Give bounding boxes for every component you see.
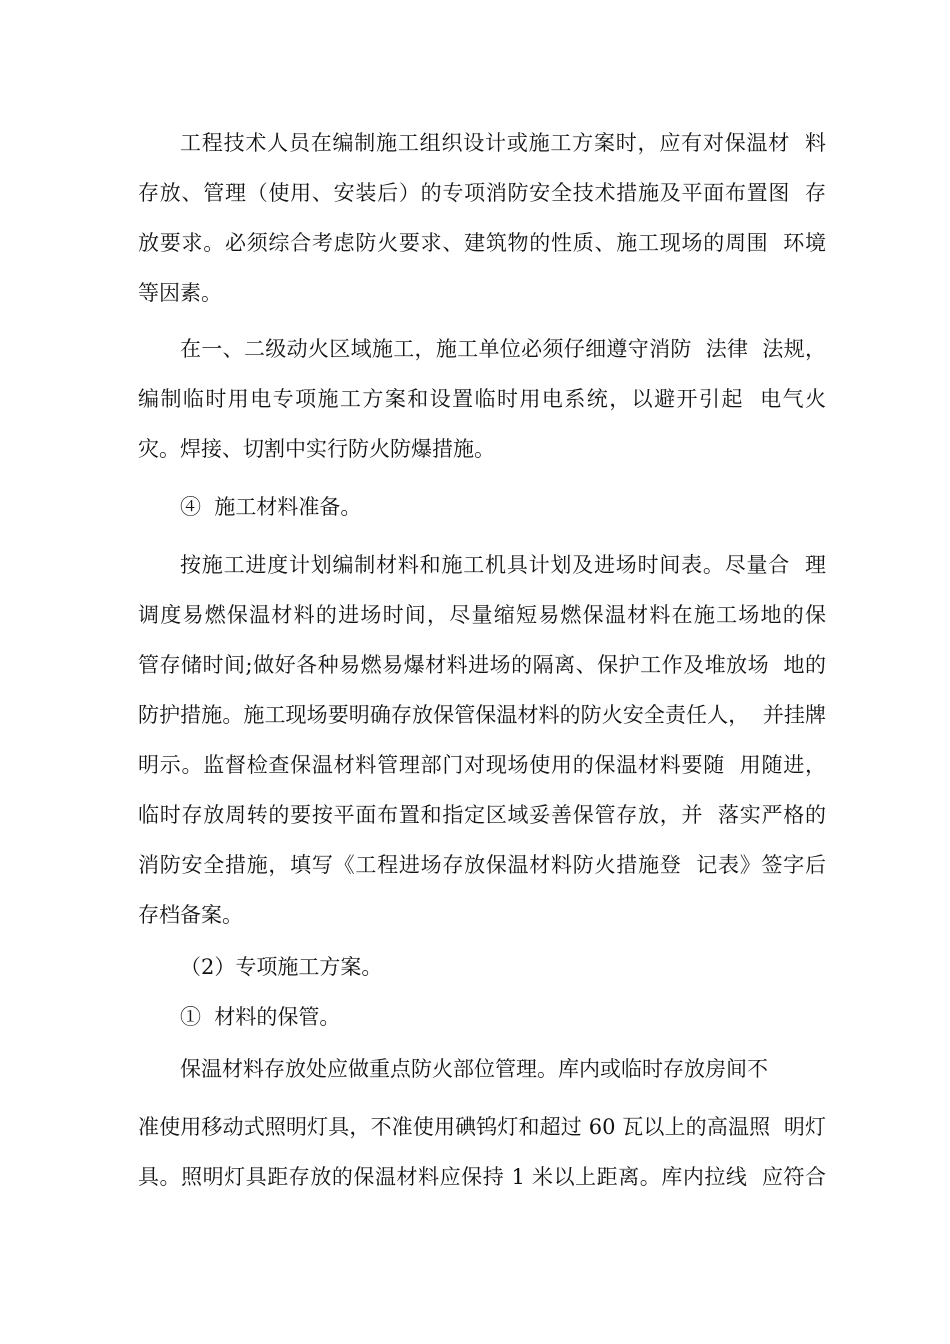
text-line: 消防安全措施，填写《工程进场存放保温材料防火措施登 记表》签字后 xyxy=(138,853,826,877)
text-line: 放要求。必须综合考虑防火要求、建筑物的性质、施工现场的周围 环境 xyxy=(138,231,826,255)
text-line: （2）专项施工方案。 xyxy=(180,955,383,979)
text-line: 等因素。 xyxy=(138,281,222,305)
text-line: ① 材料的保管。 xyxy=(180,1005,341,1029)
text-line: 编制临时用电专项施工方案和设置临时用电系统，以避开引起 电气火 xyxy=(138,387,826,411)
text-line: 防护措施。施工现场要明确存放保管保温材料的防火安全责任人， 并挂牌 xyxy=(138,703,826,727)
text-line: 调度易燃保温材料的进场时间，尽量缩短易燃保温材料在施工场地的保 xyxy=(138,603,826,627)
text-line: 工程技术人员在编制施工组织设计或施工方案时，应有对保温材 料 xyxy=(180,131,826,155)
text-line: 灾。焊接、切割中实行防火防爆措施。 xyxy=(138,437,495,461)
text-line: 明示。监督检查保温材料管理部门对现场使用的保温材料要随 用随进， xyxy=(138,753,826,777)
text-line: ④ 施工材料准备。 xyxy=(180,495,362,519)
text-line: 准使用移动式照明灯具，不准使用碘钨灯和超过 60 瓦以上的高温照 明灯 xyxy=(138,1115,826,1139)
text-line: 临时存放周转的要按平面布置和指定区域妥善保管存放，并 落实严格的 xyxy=(138,803,826,827)
text-line: 按施工进度计划编制材料和施工机具计划及进场时间表。尽量合 理 xyxy=(180,553,826,577)
text-line: 存放、管理（使用、安装后）的专项消防安全技术措施及平面布置图 存 xyxy=(138,181,826,205)
text-line: 在一、二级动火区域施工，施工单位必须仔细遵守消防 法律 法规， xyxy=(180,337,826,361)
text-line: 保温材料存放处应做重点防火部位管理。库内或临时存放房间不 xyxy=(180,1057,768,1081)
text-line: 具。照明灯具距存放的保温材料应保持 1 米以上距离。库内拉线 应符合 xyxy=(138,1165,826,1189)
text-line: 存档备案。 xyxy=(138,903,243,927)
text-line: 管存储时间;做好各种易燃易爆材料进场的隔离、保护工作及堆放场 地的 xyxy=(138,653,826,677)
